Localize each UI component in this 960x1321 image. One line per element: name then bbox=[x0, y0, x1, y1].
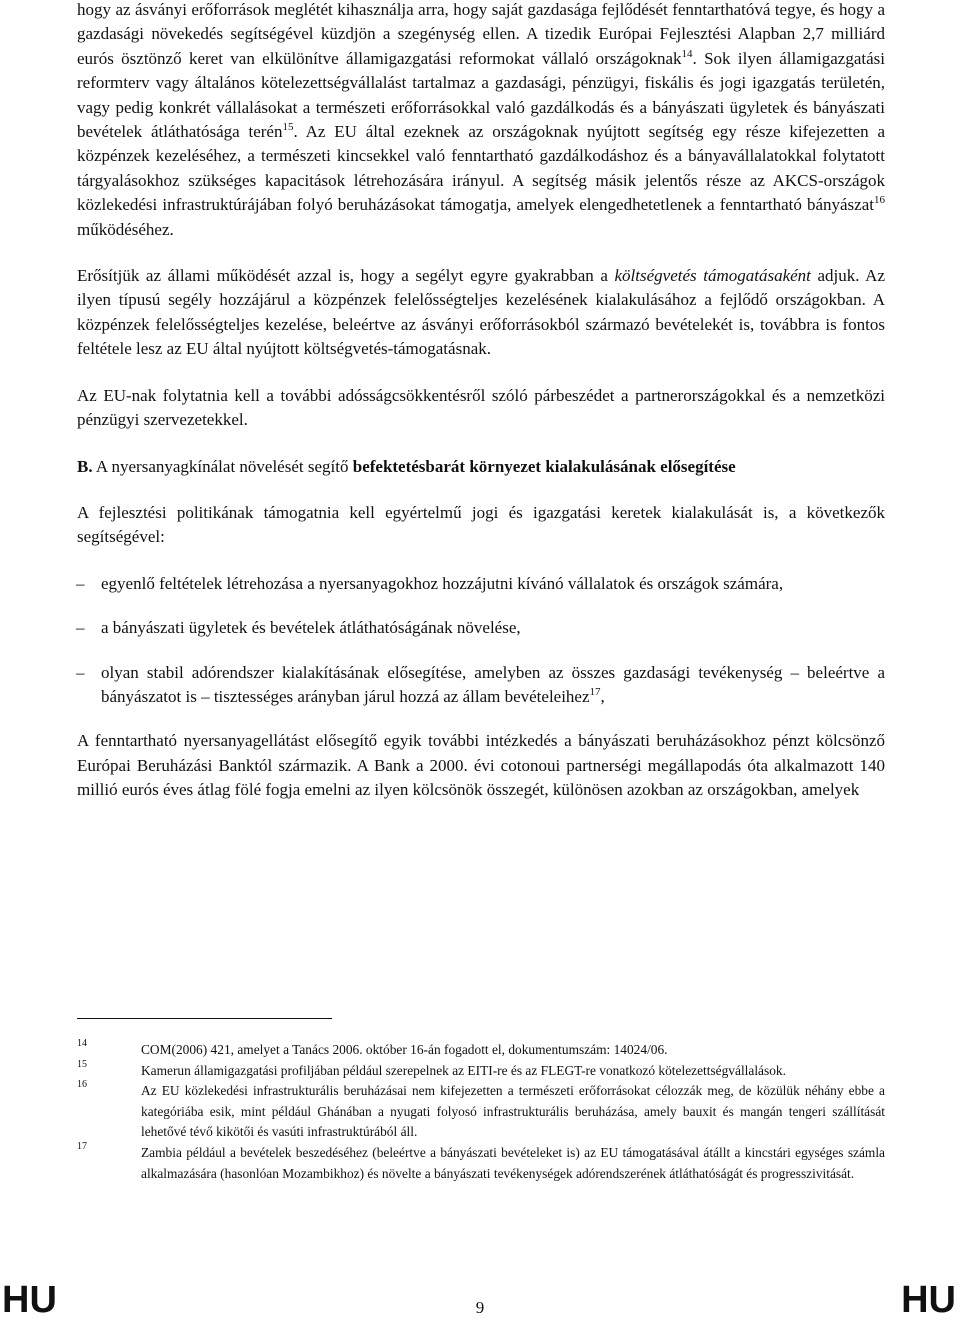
footnote-separator bbox=[77, 1018, 332, 1019]
heading-bold-text: befektetésbarát környezet kialakulásának elősegítése bbox=[352, 456, 736, 476]
footnote-14 bbox=[77, 1040, 885, 1061]
footnote-ref-15[interactable]: 15 bbox=[282, 121, 294, 134]
footnote-16 bbox=[77, 1081, 885, 1143]
paragraph-budget-support bbox=[77, 264, 885, 362]
footnote-text: COM(2006) 421, amelyet a Tanács 2006. október 16-án fogadott el, dokumentumszám: 14024/06. bbox=[141, 1042, 668, 1057]
footnote-number: 15 bbox=[77, 1058, 87, 1070]
list-item bbox=[77, 572, 885, 596]
italic-term: költségvetés támogatásaként bbox=[614, 266, 811, 286]
footnotes bbox=[77, 1040, 885, 1184]
paragraph-text: adjuk. Az ilyen típusú segély hozzájárul a közpénzek felelősségteljes kezelésének kialakulásához a fejlődő országokban. A közpénzek felelősségteljes kezelése, beleértve az ásványi erőforrásokból származó bevételekét is, továbbra is fontos feltétele lesz az EU által nyújtott költségvetés-támogatásnak. bbox=[77, 266, 886, 359]
paragraph-text: . Az EU által ezeknek az országoknak nyújtott segítség egy része kifejezetten a közpénzek kezeléséhez, a természeti kincsekkel való fenntartható gazdálkodáshoz és a bányavállalatokkal folytatott tárgyalásokhoz szükséges kapacitások létrehozására irányul. A segítség másik jelentős része az AKCS-országok közlekedési infrastruktúrájában folyó beruházásokat támogatja, amelyek elengedhetetlenek a fenntartható bányászat bbox=[77, 122, 886, 215]
list-item bbox=[77, 616, 885, 640]
footnote-ref-17[interactable]: 17 bbox=[589, 685, 601, 698]
document-body bbox=[77, 0, 885, 825]
footnote-15 bbox=[77, 1058, 885, 1082]
dash-bullet: – bbox=[76, 662, 85, 682]
paragraph-text: működéséhez. bbox=[77, 219, 174, 239]
footnote-ref-16[interactable]: 16 bbox=[874, 194, 885, 207]
paragraph-ore-resources bbox=[77, 0, 885, 242]
list-item-text: egyenlő feltételek létrehozása a nyersanyagokhoz hozzájutni kívánó vállalatok és országok számára, bbox=[101, 573, 784, 593]
list-item-text-end: , bbox=[600, 686, 605, 706]
paragraph-text: . Sok ilyen államigazgatási reformterv vagy általános kötelezettségvállalást tartalmaz a gazdasági, pénzügyi, fiskális és jogi igazgatás területén, vagy pedig konkrét vállalásokat a természeti erőforrásokkal való gazdálkodás és a bányászati ügyletek és bányászati bevételek átláthatósága terén bbox=[77, 48, 885, 142]
footnote-number: 16 bbox=[77, 1079, 87, 1091]
paragraph-debt-relief: Az EU-nak folytatnia kell a további adósságcsökkentésről szóló párbeszédet a partnerországokkal és a nemzetközi pénzügyi szervezetekkel. bbox=[77, 385, 885, 430]
language-code-left: HU bbox=[2, 1279, 57, 1321]
section-heading-b bbox=[77, 455, 885, 479]
footnote-text: Zambia például a bevételek beszedéséhez (beleértve a bányászati bevételeket is) az EU támogatásával átállt a kincstári egységes számla alkalmazására (hasonlóan Mozambikhoz) és növelte a bányászati tevékenységek adórendszerének átláthatóságát és progresszivitását. bbox=[141, 1144, 885, 1181]
paragraph-eib: A fenntartható nyersanyagellátást elősegítő egyik további intézkedés a bányászati beruházásokhoz pénzt kölcsönző Európai Beruházási Banktól származik. A Bank a 2000. évi cotonoui partnerségi megállapodás óta alkalmazott 140 millió eurós éves átlag fölé fogja emelni az ilyen kölcsönök összegét, különösen azokban az országokban, amelyek bbox=[77, 731, 885, 800]
footnote-text: Az EU közlekedési infrastrukturális beruházásai nem kifejezetten a természeti erőforrásokat célozzák meg, de közülük néhány ebbe a kategóriába esik, mint például Ghánában a nyugati folyosó infrastrukturális beruházása, amely bauxit és mangán tengeri szállítását lehetővé tévő kikötői és vasúti infrastruktúrából áll. bbox=[141, 1083, 885, 1140]
footnote-number: 17 bbox=[77, 1140, 87, 1152]
footnote-17 bbox=[77, 1140, 885, 1184]
footnote-ref-14[interactable]: 14 bbox=[681, 47, 693, 60]
list-item-text bbox=[101, 663, 885, 706]
language-code-right: HU bbox=[901, 1279, 956, 1321]
footnote-text: Kamerun államigazgatási profiljában például szerepelnek az EITI-re és az FLEGT-re vonatkozó kötelezettségvállalások. bbox=[141, 1062, 786, 1078]
dash-bullet: – bbox=[76, 618, 85, 638]
list-item bbox=[77, 661, 885, 710]
section-letter: B. bbox=[77, 456, 93, 476]
paragraph-development-policy: A fejlesztési politikának támogatnia kell egyértelmű jogi és igazgatási keretek kialakulását is, a következők segítségével: bbox=[77, 502, 885, 547]
page-number: 9 bbox=[475, 1298, 485, 1317]
heading-text: A nyersanyagkínálat növelését segítő bbox=[92, 456, 353, 476]
dash-bullet: – bbox=[76, 573, 85, 593]
paragraph-text: hogy az ásványi erőforrások meglétét kihasználja arra, hogy saját gazdasága fejlődését bbox=[77, 0, 668, 19]
footnote-number: 14 bbox=[77, 1038, 87, 1049]
paragraph-text: fenntarthatóvá tegye, és hogy a gazdasági növekedés segítségével küzdjön a szegénység ellen. A tizedik Európai Fejlesztési Alapban 2,7 milliárd eurós ösztönző keret van elkülönítve államigazgatási reformokat vállaló országoknak bbox=[77, 0, 885, 68]
list-item-text-main: olyan stabil adórendszer kialakításának elősegítése, amelyben az összes gazdasági tevékenység – beleértve a bányászatot is – tisztességes arányban járul hozzá az állam bevételeihez bbox=[101, 662, 885, 706]
paragraph-text: Erősítjük az állami működését azzal is, hogy a segélyt egyre gyakrabban a bbox=[77, 266, 615, 286]
list-item-text: a bányászati ügyletek és bevételek átláthatóságának növelése, bbox=[101, 618, 521, 638]
